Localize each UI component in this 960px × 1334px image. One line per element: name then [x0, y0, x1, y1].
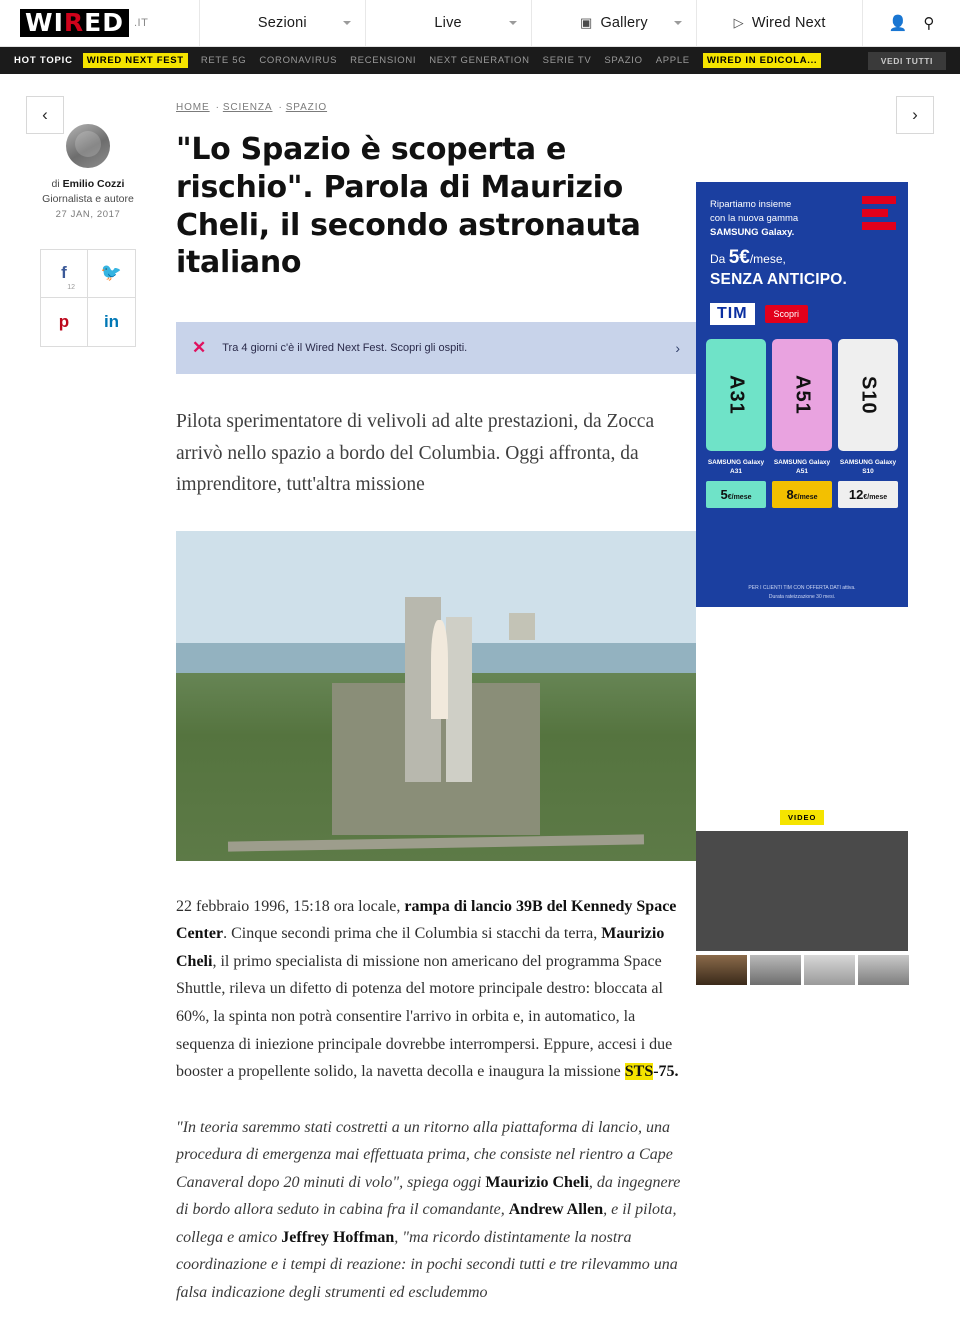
article-standfirst: Pilota sperimentatore di velivoli ad alte prestazioni, da Zocca arrivò nello spazio a bordo del Columbia. Oggi affronta, da imprenditore, tutt'altra missione	[176, 411, 655, 496]
hero-building	[509, 613, 535, 639]
author-role: Giornalista e autore	[42, 193, 134, 206]
hero-image	[176, 531, 696, 861]
hero-shuttle	[431, 620, 449, 719]
share-facebook-button[interactable]	[41, 250, 88, 298]
logo-domain: .IT	[134, 17, 149, 29]
byline	[0, 177, 176, 223]
ad-price-value: 5€	[728, 247, 750, 269]
phone-price-unit: €/mese	[793, 494, 818, 502]
share-twitter-button[interactable]	[88, 250, 135, 298]
play-icon: ▷	[733, 15, 744, 30]
nav-item-label: Gallery	[600, 15, 648, 31]
phone-price	[706, 481, 766, 508]
wired-logo-mark: WIRED	[20, 9, 129, 37]
video-thumbnail[interactable]	[858, 955, 909, 985]
x-icon: ✕	[192, 338, 207, 358]
phone-image-a51: A51	[772, 339, 832, 451]
hero-tower-secondary	[446, 617, 472, 782]
hot-topic-item[interactable]: SERIE TV	[542, 55, 592, 66]
sidebar-gap	[696, 607, 936, 807]
phone-price-value: 5	[720, 487, 728, 503]
phone-price	[838, 481, 898, 508]
video-thumbnail[interactable]	[750, 955, 801, 985]
nav-item-label: Sezioni	[257, 15, 307, 31]
breadcrumb-separator: ·	[278, 102, 283, 113]
breadcrumb-separator: ·	[215, 102, 220, 113]
event-promo-banner[interactable]	[176, 322, 696, 374]
ad-legal-line-2: Durata rateizzazione 30 mesi.	[768, 593, 836, 600]
top-navigation	[0, 0, 960, 47]
phone-price-unit: €/mese	[863, 494, 888, 502]
ad-brand-row	[696, 303, 908, 325]
nav-item-label: Wired Next	[751, 15, 826, 31]
chevron-down-icon	[509, 21, 517, 25]
hot-topic-item[interactable]: CORONAVIRUS	[259, 55, 338, 66]
hot-topic-bar	[0, 47, 960, 74]
video-player[interactable]	[696, 831, 908, 951]
search-icon[interactable]: ⚲	[923, 15, 935, 32]
article-main	[176, 102, 696, 1334]
share-linkedin-button[interactable]	[88, 298, 135, 346]
chevron-down-icon	[343, 21, 351, 25]
share-pinterest-button[interactable]	[41, 298, 88, 346]
ad-phone-specs	[696, 451, 908, 508]
ad-legal-line-1: PER I CLIENTI TIM CON OFFERTA DATI attiva.	[748, 585, 856, 591]
breadcrumb	[176, 102, 696, 113]
facebook-share-count: 12	[67, 283, 75, 291]
page-title: "Lo Spazio è scoperta e rischio". Parola di Maurizio Cheli, il secondo astronauta italiano	[176, 132, 641, 281]
author-rail	[0, 102, 176, 1334]
promo-text: Tra 4 giorni c'è il Wired Next Fest. Scopri gli ospiti.	[222, 342, 468, 355]
site-logo[interactable]	[0, 0, 200, 46]
share-buttons	[40, 249, 136, 347]
phone-image-a31: A31	[706, 339, 766, 451]
next-article-arrow[interactable]: ›	[896, 96, 934, 134]
nav-item-sezioni[interactable]	[200, 0, 366, 46]
twitter-icon: 🐦	[100, 263, 123, 283]
hot-topic-item[interactable]: WIRED NEXT FEST	[83, 53, 188, 68]
video-thumbnail[interactable]	[696, 955, 747, 985]
avatar	[66, 124, 110, 168]
phone-price-unit: €/mese	[727, 494, 752, 502]
phone-spec-a51	[772, 459, 832, 508]
ad-headline: SENZA ANTICIPO.	[710, 271, 848, 289]
breadcrumb-section[interactable]: SCIENZA	[222, 102, 273, 113]
phone-name: SAMSUNG Galaxy S10	[839, 459, 897, 475]
facebook-icon: f	[61, 263, 67, 283]
video-thumbnail[interactable]	[804, 955, 855, 985]
hero-road	[228, 834, 644, 851]
ad-line-3: SAMSUNG Galaxy.	[710, 226, 795, 238]
hot-topic-item[interactable]: RECENSIONI	[350, 55, 417, 66]
article-paragraph-2: "In teoria saremmo stati costretti a un ritorno alla piattaforma di lancio, una procedura di emergenza mai effettuata prima, che consiste nel rientro a Cape Canaveral dopo 20 minuti di volo", spiega oggi Maurizio Cheli, da ingegnere di bordo allora seduto in cabina fra il comandante, Andrew Allen, e il pilota, collega e amico Jeffrey Hoffman, "ma ricordo distintamente la nostra coordinazione e i tempi di reazione: in pochi secondi tutti e tre rilevammo una falsa indicazione degli strumenti ed escludemmo	[176, 1118, 681, 1301]
phone-spec-a31	[706, 459, 766, 508]
nav-item-label: Live	[434, 15, 462, 31]
gallery-icon: ▣	[579, 15, 593, 30]
ad-line-1: Ripartiamo insieme	[710, 199, 792, 210]
hot-topic-item[interactable]: RETE 5G	[200, 55, 247, 66]
chevron-right-icon[interactable]: ›	[675, 340, 680, 357]
previous-article-arrow[interactable]: ‹	[26, 96, 64, 134]
hot-topic-label: HOT TOPIC	[14, 55, 73, 66]
breadcrumb-subsection[interactable]: SPAZIO	[285, 102, 328, 113]
ad-price-prefix: Da	[710, 252, 726, 267]
ad-line-2: con la nuova gamma	[710, 212, 799, 224]
ad-price-suffix: /mese,	[749, 252, 786, 267]
video-badge: VIDEO	[780, 810, 824, 825]
byline-prefix: di	[51, 178, 60, 190]
phone-spec-s10	[838, 459, 898, 508]
tim-logo: TIM	[710, 303, 755, 325]
phone-price-value: 8	[786, 487, 794, 503]
sidebar	[696, 102, 936, 1334]
ad-price	[710, 247, 894, 269]
author-name[interactable]: Emilio Cozzi	[62, 178, 125, 190]
ad-legal-text	[696, 584, 908, 601]
publish-date: 27 JAN, 2017	[55, 209, 121, 221]
nav-item-gallery[interactable]	[532, 0, 698, 46]
chevron-down-icon	[674, 21, 682, 25]
phone-price-value: 12	[848, 487, 864, 503]
hot-topic-item[interactable]: APPLE	[655, 55, 690, 66]
phone-image-s10: S10	[838, 339, 898, 451]
video-thumbnail-strip	[696, 955, 936, 985]
linkedin-icon: in	[103, 311, 120, 331]
article-paragraph-1: 22 febbraio 1996, 15:18 ora locale, rampa di lancio 39B del Kennedy Space Center. Cinque secondi prima che il Columbia si stacchi da terra, Maurizio Cheli, il primo specialista di missione non americano del programma Space Shuttle, rileva un difetto di potenza del motore principale destro: bloccata al 60%, la spinta non potrà consentire l'arrivo in orbita e, in automatico, la sequenza di iniezione principale dovrebbe interrompersi. Eppure, accesi i due booster a propellente solido, la navetta decolla e inaugura la missione STS-75.	[176, 897, 679, 1081]
phone-name: SAMSUNG Galaxy A51	[773, 459, 831, 475]
ad-cta-button[interactable]: Scopri	[765, 305, 809, 323]
advertisement-banner[interactable]	[696, 182, 908, 607]
nav-utilities	[863, 0, 960, 46]
hot-topic-item[interactable]: WIRED IN EDICOLA...	[703, 53, 821, 68]
pinterest-icon: p	[58, 311, 70, 331]
nav-item-live[interactable]	[366, 0, 532, 46]
breadcrumb-home[interactable]: HOME	[176, 102, 210, 113]
page-content	[0, 74, 960, 1334]
user-icon[interactable]: 👤	[888, 15, 908, 32]
see-all-button[interactable]: VEDI TUTTI	[868, 52, 946, 70]
nav-item-wired-next[interactable]	[697, 0, 863, 46]
ad-logo-icon	[862, 196, 896, 232]
phone-name: SAMSUNG Galaxy A31	[707, 459, 765, 475]
hot-topic-item[interactable]: NEXT GENERATION	[429, 55, 530, 66]
ad-phone-images	[696, 325, 908, 451]
phone-price	[772, 481, 832, 508]
hot-topic-item[interactable]: SPAZIO	[604, 55, 643, 66]
